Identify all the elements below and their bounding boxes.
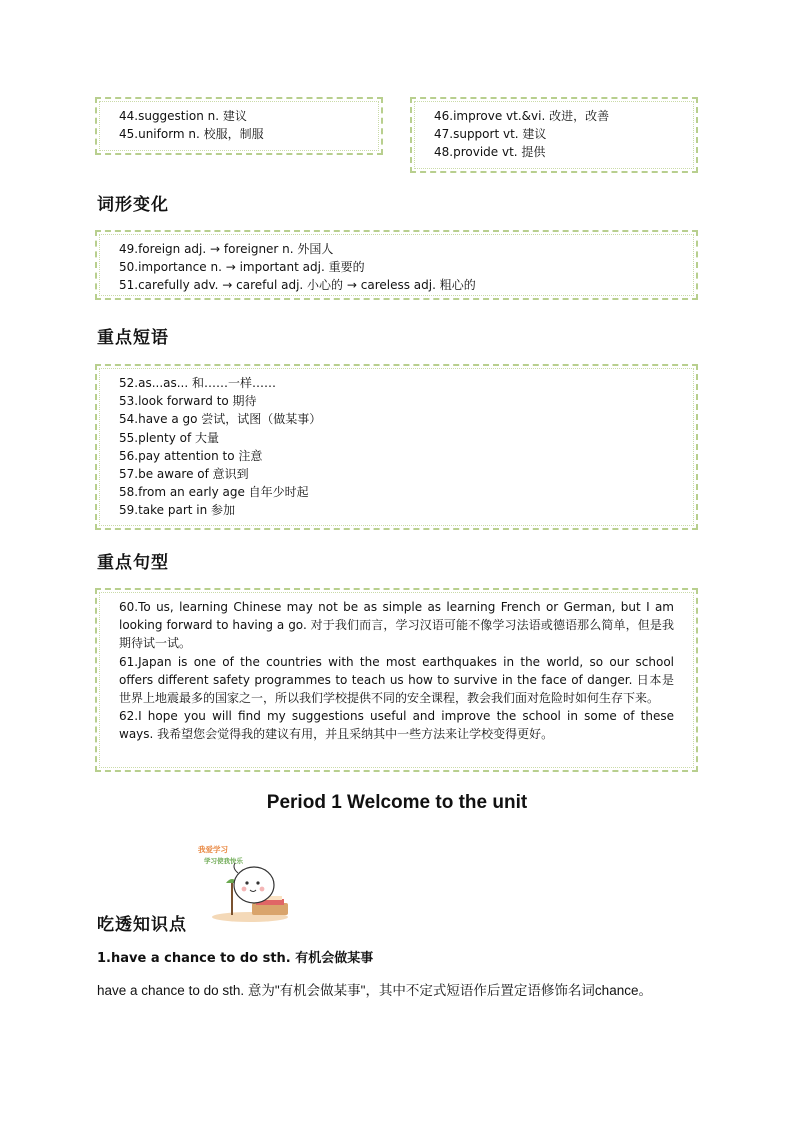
phrase-item: 53.look forward to 期待 — [119, 394, 257, 409]
phrases-box — [95, 364, 698, 530]
mascot-illustration — [192, 843, 292, 925]
vocab-box-left — [95, 97, 383, 155]
phrase-item: 59.take part in 参加 — [119, 503, 236, 518]
section-heading-word-forms: 词形变化 — [97, 195, 169, 215]
knowledge-point-title: 1.have a chance to do sth. 有机会做某事 — [97, 951, 374, 966]
sentence-item: 61.Japan is one of the countries with the most earthquakes in the world, so our school offers different safety programmes to teach us how to survive in the face of danger. 日本是世界上地震最多的国家之一，所以我们学校提供不同的安全课程，教会我们面对危险时如何生存下来。 — [119, 654, 674, 706]
phrase-item: 56.pay attention to 注意 — [119, 448, 263, 463]
mascot-caption-1: 我爱学习 — [198, 845, 228, 854]
vocab-item: 45.uniform n. 校服，制服 — [119, 127, 264, 142]
sentence-item: 62.I hope you will find my suggestions useful and improve the school in some of these ways. 我希望您会觉得我的建议有用，并且采纳其中一些方法来让学校变得更好。 — [119, 709, 674, 742]
word-forms-box — [95, 230, 698, 300]
vocab-box-right — [410, 97, 698, 173]
phrase-item: 58.from an early age 自年少时起 — [119, 485, 309, 500]
vocab-item: 44.suggestion n. 建议 — [119, 109, 247, 123]
section-heading-knowledge: 吃透知识点 — [97, 915, 187, 935]
section-heading-sentences: 重点句型 — [97, 553, 169, 573]
phrase-item: 52.as...as... 和……一样…… — [119, 376, 276, 390]
word-form-item: 51.carefully adv. → careful adj. 小心的 → careless adj. 粗心的 — [119, 278, 476, 293]
knowledge-point-explanation: have a chance to do sth. 意为"有机会做某事"，其中不定式短语作后置定语修饰名词chance。 — [97, 983, 652, 998]
word-form-item: 49.foreign adj. → foreigner n. 外国人 — [119, 242, 334, 256]
phrase-item: 54.have a go 尝试，试图（做某事） — [119, 412, 322, 427]
phrase-item: 57.be aware of 意识到 — [119, 467, 249, 482]
mascot-caption-2: 学习使我快乐 — [204, 857, 243, 865]
section-heading-phrases: 重点短语 — [97, 328, 169, 348]
mascot-drawing — [192, 843, 292, 925]
word-form-item: 50.importance n. → important adj. 重要的 — [119, 260, 365, 275]
sentence-item: 60.To us, learning Chinese may not be as simple as learning French or German, but I am looking forward to having a go. 对于我们而言，学习汉语可能不像学习法语或德语那么简单，但是我期待试一试。 — [119, 600, 674, 651]
period-title: Period 1 Welcome to the unit — [266, 792, 528, 813]
phrase-item: 55.plenty of 大量 — [119, 430, 220, 445]
vocab-item: 48.provide vt. 提供 — [434, 145, 546, 160]
sentences-box — [95, 588, 698, 772]
vocab-item: 46.improve vt.&vi. 改进，改善 — [434, 109, 610, 123]
vocab-item: 47.support vt. 建议 — [434, 127, 547, 142]
